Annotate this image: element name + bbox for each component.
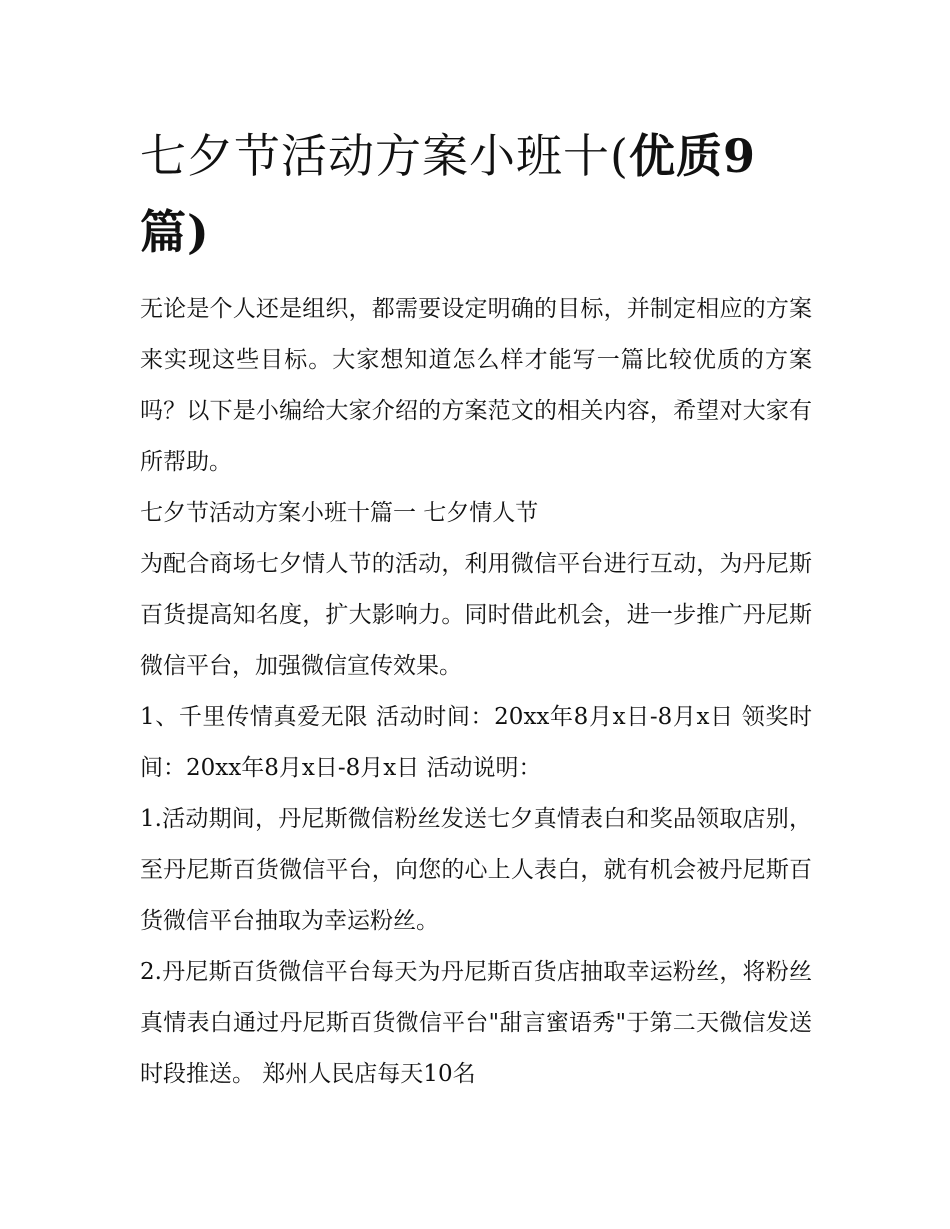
body-paragraph-rule-1: 1.活动期间，丹尼斯微信粉丝发送七夕真情表白和奖品领取店别，至丹尼斯百货微信平台，向您的心上人表白，就有机会被丹尼斯百货微信平台抽取为幸运粉丝。 bbox=[140, 806, 812, 934]
title-second-line: 篇) bbox=[140, 205, 210, 259]
body-paragraph-rule-2: 2.丹尼斯百货微信平台每天为丹尼斯百货店抽取幸运粉丝，将粉丝真情表白通过丹尼斯百货微信平台"甜言蜜语秀"于第二天微信发送时段推送。 郑州人民店每天10名 bbox=[140, 959, 812, 1087]
document-title bbox=[140, 118, 812, 270]
document-page bbox=[140, 118, 812, 1100]
title-bold: 优质9 bbox=[628, 129, 756, 183]
section-heading: 七夕节活动方案小班十篇一 七夕情人节 bbox=[140, 500, 539, 526]
body-paragraph-activity: 1、千里传情真爱无限 活动时间：20xx年8月x日-8月x日 领奖时间：20xx年8月x日-8月x日 活动说明： bbox=[140, 704, 812, 781]
title-main: 七夕节活动方案小班十( bbox=[140, 129, 629, 183]
intro-paragraph: 无论是个人还是组织，都需要设定明确的目标，并制定相应的方案来实现这些目标。大家想知道怎么样才能写一篇比较优质的方案吗？以下是小编给大家介绍的方案范文的相关内容，希望对大家有所帮助。 bbox=[140, 296, 812, 475]
body-paragraph-purpose: 为配合商场七夕情人节的活动，利用微信平台进行互动，为丹尼斯百货提高知名度，扩大影响力。同时借此机会，进一步推广丹尼斯微信平台，加强微信宣传效果。 bbox=[140, 551, 812, 679]
